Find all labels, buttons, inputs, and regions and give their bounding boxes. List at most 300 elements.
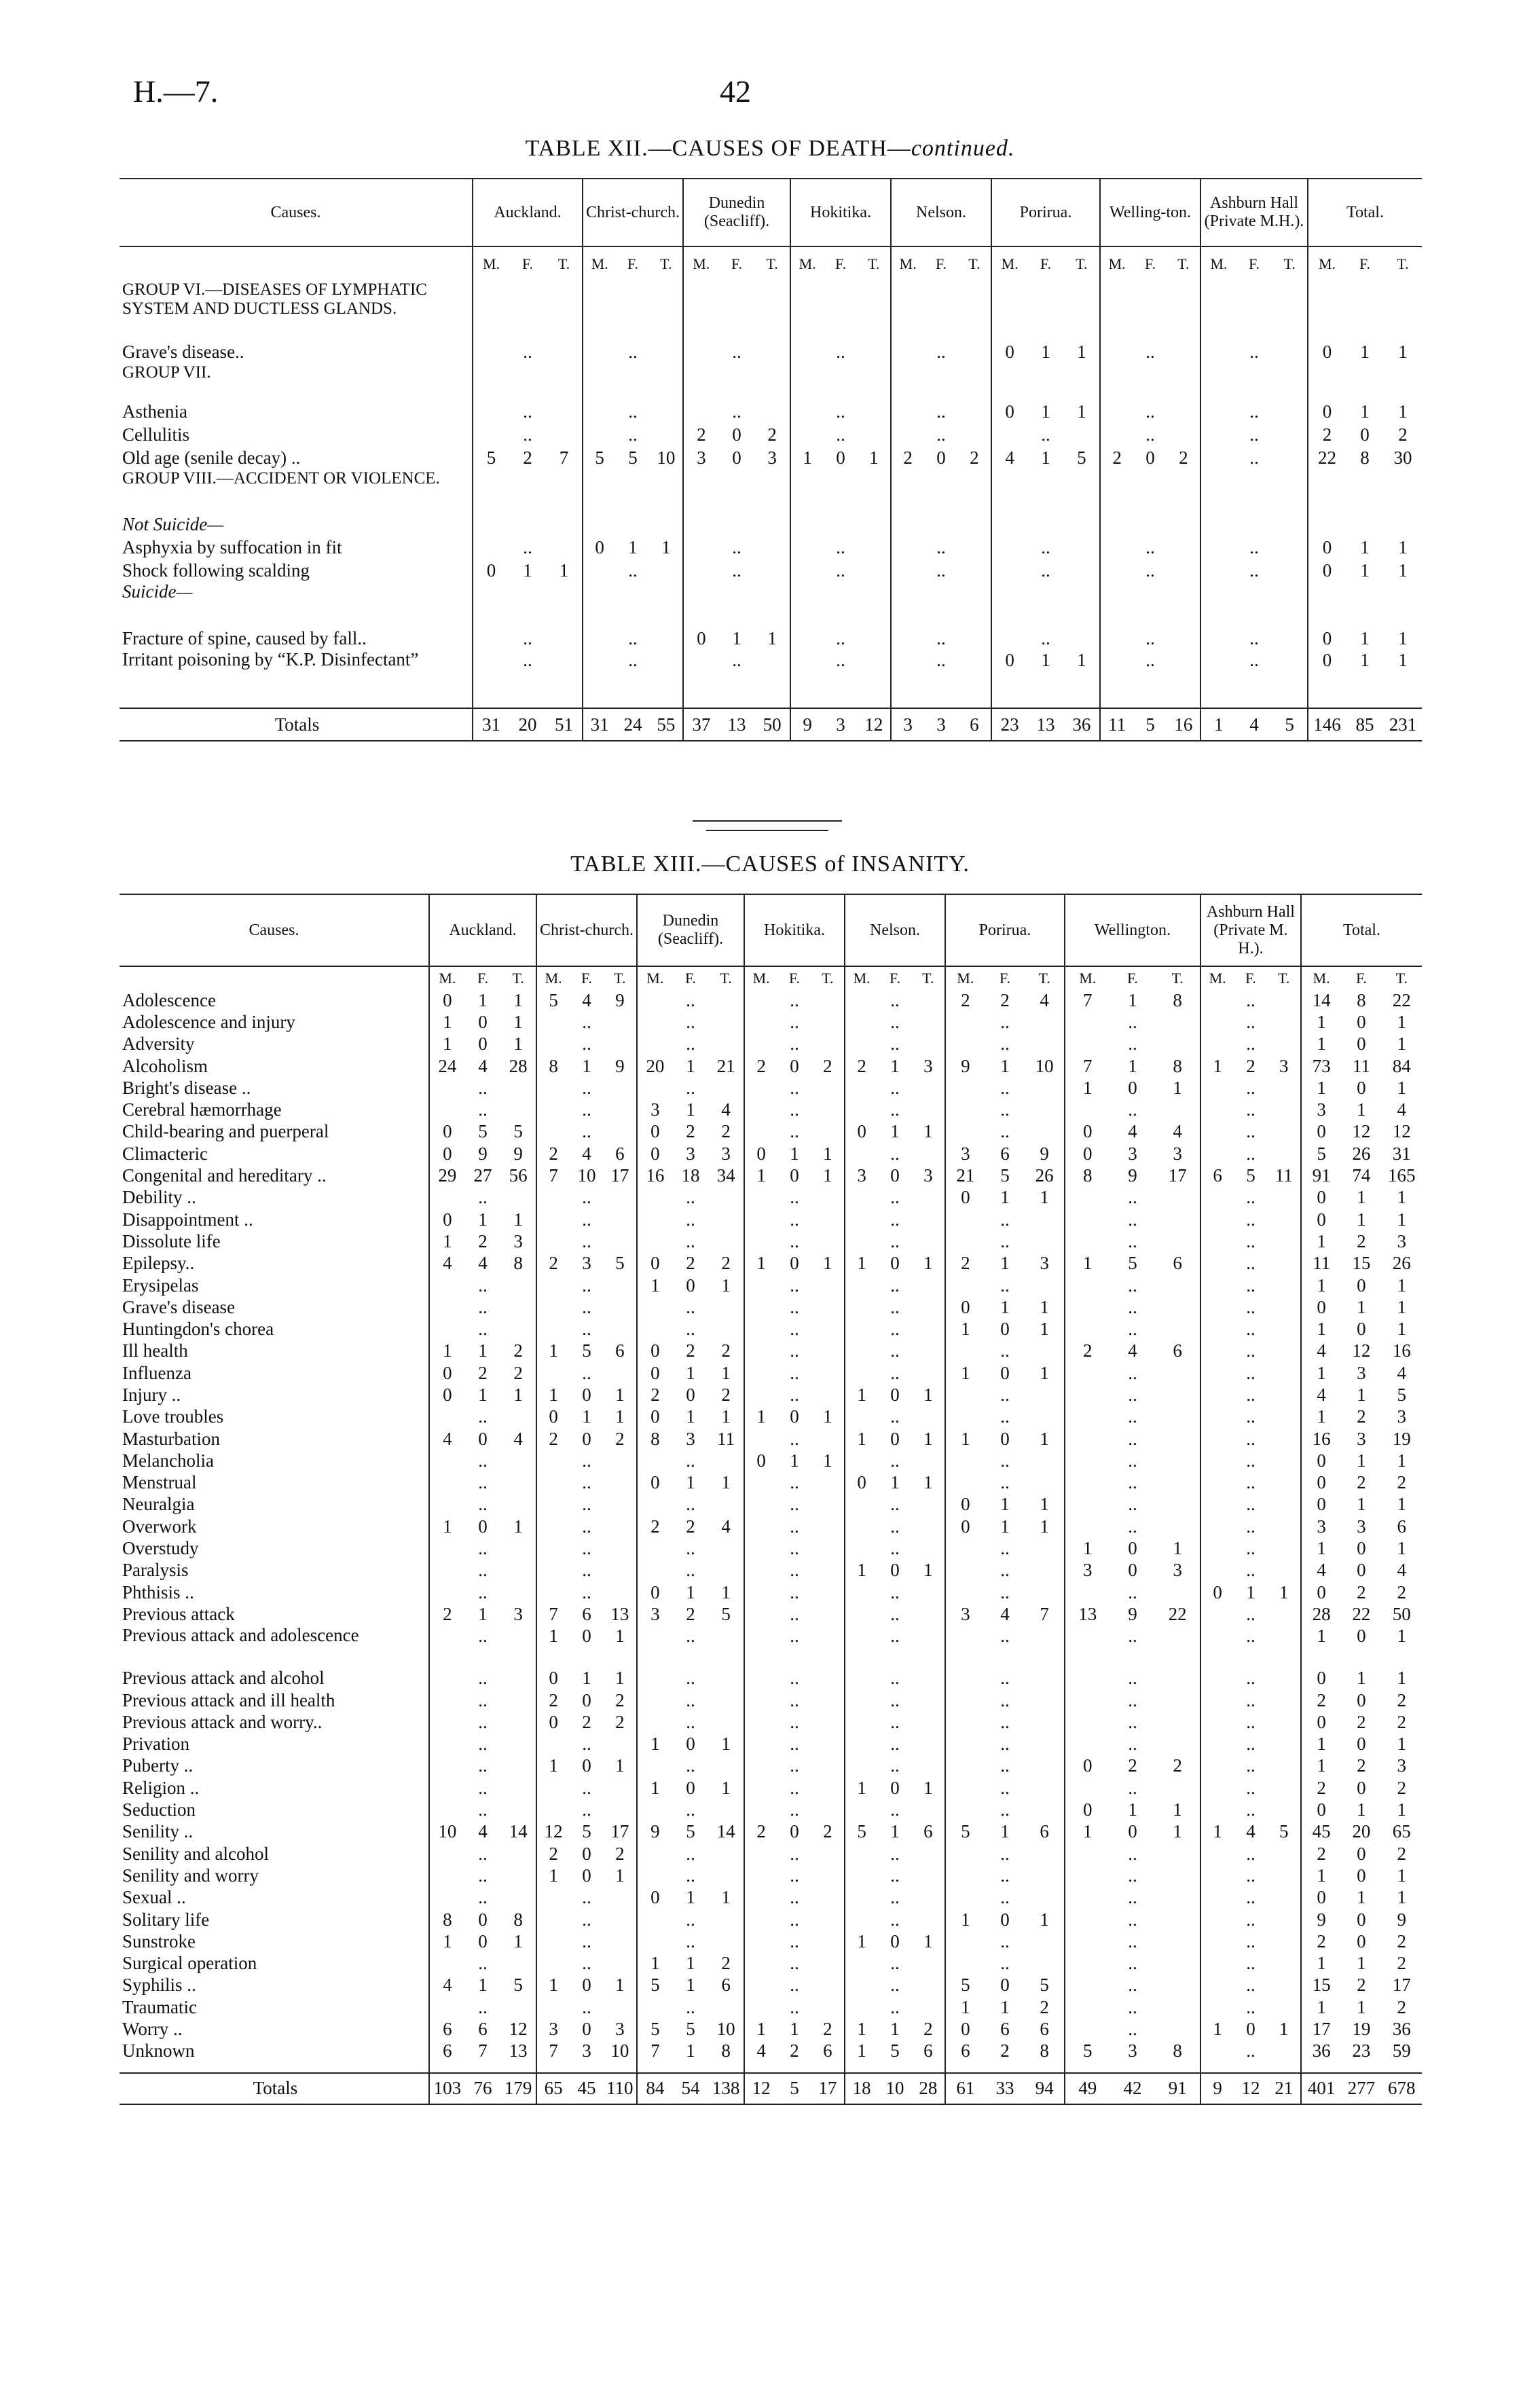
blank-cell bbox=[754, 513, 790, 536]
value-cell: 0 bbox=[582, 1384, 591, 1405]
value-cell: 1 bbox=[1173, 1077, 1182, 1098]
value-cell: 1 bbox=[1397, 1011, 1407, 1032]
mft-label: T. bbox=[614, 969, 626, 987]
value-cell: 7 bbox=[637, 2040, 673, 2062]
blank-cell bbox=[1027, 363, 1063, 400]
value-cell: 2 bbox=[536, 1428, 570, 1450]
blank-cell bbox=[1200, 582, 1236, 627]
value-cell: 1 bbox=[790, 1143, 799, 1164]
mft-label: T. bbox=[1283, 255, 1296, 272]
column-header-institution: Hokitika. bbox=[744, 894, 845, 966]
value-cell: .. bbox=[1200, 1909, 1301, 1930]
value-cell: .. bbox=[1200, 1230, 1301, 1252]
value-cell: 2 bbox=[721, 1340, 731, 1361]
table-row bbox=[120, 1843, 1422, 1865]
blank-cell bbox=[650, 696, 683, 708]
value-cell: 2 bbox=[1065, 1340, 1110, 1362]
table-row bbox=[120, 582, 1422, 627]
table-row bbox=[120, 989, 1422, 1011]
table-row bbox=[120, 1909, 1422, 1930]
value-cell: 1 bbox=[1398, 627, 1408, 648]
value-cell: .. bbox=[945, 1384, 1065, 1406]
value-cell: .. bbox=[429, 1711, 536, 1733]
total-value: 31 bbox=[473, 708, 509, 741]
value-cell: 9 bbox=[1128, 1603, 1137, 1624]
value-cell: 3 bbox=[1173, 1560, 1182, 1581]
total-value: 5 bbox=[777, 2073, 811, 2104]
value-cell: .. bbox=[744, 1230, 845, 1252]
value-cell: .. bbox=[637, 1296, 744, 1318]
value-cell: 4 bbox=[1397, 1560, 1407, 1581]
value-cell: .. bbox=[744, 1362, 845, 1384]
total-value: 91 bbox=[1155, 2073, 1200, 2104]
value-cell: .. bbox=[637, 1537, 744, 1559]
value-cell: 2 bbox=[1246, 1055, 1255, 1076]
total-value: 4 bbox=[1236, 708, 1272, 741]
value-cell: 13 bbox=[1065, 1603, 1110, 1625]
total-value: 5 bbox=[1272, 708, 1308, 741]
value-cell: 0 bbox=[1360, 424, 1370, 445]
blank-cell bbox=[1167, 513, 1200, 536]
value-cell: .. bbox=[1065, 1975, 1200, 1996]
value-cell: 1 bbox=[582, 1055, 591, 1076]
cause-label: Influenza bbox=[122, 1362, 191, 1383]
value-cell: .. bbox=[637, 1626, 744, 1668]
total-value: 138 bbox=[708, 2073, 744, 2104]
blank-cell bbox=[790, 363, 824, 400]
blank-cell bbox=[891, 513, 924, 536]
value-cell: 2 bbox=[478, 1362, 488, 1383]
value-cell: .. bbox=[1065, 1318, 1200, 1340]
value-cell: 0 bbox=[582, 1625, 591, 1646]
mft-label: T. bbox=[1171, 969, 1184, 987]
value-cell: .. bbox=[1200, 1099, 1301, 1120]
value-cell: 1 bbox=[823, 1450, 832, 1471]
table-row bbox=[120, 1121, 1422, 1143]
value-cell: 9 bbox=[1397, 1909, 1407, 1930]
value-cell: .. bbox=[637, 1230, 744, 1252]
blank-cell bbox=[858, 363, 891, 400]
value-cell: 1 bbox=[1397, 1275, 1407, 1296]
value-cell: 1 bbox=[1397, 1887, 1407, 1908]
value-cell: .. bbox=[536, 1011, 637, 1033]
value-cell: .. bbox=[945, 1121, 1065, 1143]
blank-cell bbox=[924, 582, 957, 627]
value-cell: 0 bbox=[890, 1253, 900, 1274]
value-cell: 0 bbox=[1301, 1121, 1341, 1143]
table-row bbox=[120, 1253, 1422, 1275]
value-cell: 1 bbox=[845, 2040, 878, 2062]
cause-label: Dissolute life bbox=[122, 1230, 221, 1251]
table-row bbox=[120, 1055, 1422, 1077]
value-cell: 0 bbox=[890, 1560, 900, 1581]
value-cell: 1 bbox=[536, 1975, 570, 1996]
value-cell: .. bbox=[845, 1033, 945, 1055]
value-cell: 0 bbox=[1000, 1975, 1010, 1996]
value-cell: 14 bbox=[509, 1821, 528, 1842]
value-cell: 91 bbox=[1301, 1165, 1341, 1186]
blank-cell bbox=[1268, 2062, 1301, 2073]
blank-cell bbox=[744, 2062, 777, 2073]
value-cell: .. bbox=[637, 1011, 744, 1033]
value-cell: 0 bbox=[1357, 1275, 1366, 1296]
value-cell: .. bbox=[637, 1909, 744, 1930]
value-cell: .. bbox=[536, 1230, 637, 1252]
total-value: 231 bbox=[1384, 708, 1422, 741]
value-cell: 16 bbox=[637, 1165, 673, 1186]
value-cell: 6 bbox=[429, 2040, 465, 2062]
blank-cell bbox=[1236, 280, 1272, 340]
value-cell: 4 bbox=[1397, 1099, 1407, 1120]
value-cell: .. bbox=[683, 559, 790, 582]
blank-cell bbox=[1027, 513, 1063, 536]
cause-label: Ill health bbox=[122, 1340, 188, 1361]
value-cell: 13 bbox=[509, 2040, 528, 2062]
value-cell: 1 bbox=[615, 1625, 625, 1646]
value-cell: .. bbox=[1065, 1668, 1200, 1689]
blank-cell bbox=[1200, 2062, 1234, 2073]
blank-cell bbox=[1167, 363, 1200, 400]
value-cell: 0 bbox=[845, 1472, 878, 1494]
value-cell: 0 bbox=[686, 1777, 695, 1798]
value-cell: 1 bbox=[1077, 650, 1086, 670]
value-cell: 1 bbox=[513, 1209, 523, 1230]
value-cell: .. bbox=[1065, 1516, 1200, 1537]
value-cell: .. bbox=[536, 1362, 637, 1384]
value-cell: 2 bbox=[1179, 447, 1188, 468]
value-cell: 6 bbox=[1173, 1253, 1182, 1274]
blank-cell bbox=[616, 513, 649, 536]
value-cell: .. bbox=[429, 1560, 536, 1581]
table-row bbox=[120, 513, 1422, 536]
value-cell: 0 bbox=[1357, 1930, 1366, 1952]
total-value: 110 bbox=[604, 2073, 637, 2104]
value-cell: 2 bbox=[1357, 1581, 1366, 1602]
value-cell: 1 bbox=[686, 1581, 695, 1602]
value-cell: 9 bbox=[615, 1055, 625, 1076]
value-cell: 0 bbox=[536, 1406, 570, 1428]
mft-label: T. bbox=[968, 255, 980, 272]
blank-cell bbox=[1064, 582, 1100, 627]
cause-label: Masturbation bbox=[122, 1428, 220, 1449]
value-cell: 1 bbox=[661, 536, 671, 557]
cause-label: Adolescence bbox=[122, 989, 216, 1010]
value-cell: 1 bbox=[1173, 1799, 1182, 1820]
value-cell: .. bbox=[637, 1865, 744, 1886]
value-cell: 4 bbox=[478, 1055, 488, 1076]
value-cell: 2 bbox=[1000, 2040, 1010, 2062]
value-cell: 1 bbox=[1041, 650, 1050, 670]
blank-cell bbox=[719, 363, 755, 400]
value-cell: .. bbox=[845, 1603, 945, 1625]
blank-cell bbox=[1064, 280, 1100, 340]
value-cell: 1 bbox=[1040, 1187, 1049, 1208]
value-cell: 2 bbox=[637, 1384, 673, 1406]
cause-label: Not Suicide— bbox=[122, 513, 224, 534]
value-cell: 6 bbox=[1173, 1340, 1182, 1361]
value-cell: .. bbox=[1200, 1121, 1301, 1143]
table-row bbox=[120, 2040, 1422, 2062]
value-cell: .. bbox=[429, 1537, 536, 1559]
value-cell: 1 bbox=[582, 1406, 591, 1427]
value-cell: 2 bbox=[823, 1055, 832, 1076]
value-cell: 15 bbox=[1301, 1975, 1341, 1996]
blank-cell bbox=[1346, 280, 1384, 340]
blank-cell bbox=[790, 582, 824, 627]
table-row bbox=[120, 1755, 1422, 1777]
value-cell: .. bbox=[744, 1494, 845, 1516]
value-cell: 0 bbox=[945, 1187, 985, 1209]
value-cell: 3 bbox=[1397, 1230, 1407, 1251]
value-cell: 1 bbox=[536, 1384, 570, 1406]
blank-cell bbox=[1027, 469, 1063, 513]
value-cell: 4 bbox=[721, 1516, 731, 1537]
value-cell: 2 bbox=[1000, 989, 1010, 1010]
total-value: 84 bbox=[637, 2073, 673, 2104]
column-header-institution: Total. bbox=[1308, 179, 1422, 246]
value-cell: 65 bbox=[1392, 1821, 1411, 1842]
blank-cell bbox=[473, 696, 509, 708]
value-cell: 1 bbox=[478, 1603, 488, 1624]
separator-rule bbox=[693, 820, 842, 822]
value-cell: .. bbox=[744, 1930, 845, 1952]
blank-cell bbox=[790, 513, 824, 536]
table-row bbox=[120, 363, 1422, 400]
value-cell: .. bbox=[536, 1734, 637, 1755]
blank-cell bbox=[1027, 280, 1063, 340]
value-cell: 0 bbox=[1308, 650, 1346, 696]
value-cell: .. bbox=[1200, 1253, 1301, 1275]
value-cell: 2 bbox=[536, 1253, 570, 1275]
value-cell: 0 bbox=[1128, 1077, 1137, 1098]
mft-label: T. bbox=[1395, 969, 1408, 987]
mft-label: T. bbox=[1076, 255, 1088, 272]
value-cell: 3 bbox=[923, 1055, 933, 1076]
total-value: 49 bbox=[1065, 2073, 1110, 2104]
cause-label: Previous attack and alcohol bbox=[122, 1668, 325, 1689]
cause-label: Seduction bbox=[122, 1799, 196, 1820]
cause-label: Child-bearing and puerperal bbox=[122, 1121, 329, 1142]
value-cell: 2 bbox=[923, 2019, 933, 2039]
total-value: 277 bbox=[1341, 2073, 1381, 2104]
value-cell: 2 bbox=[1308, 423, 1346, 446]
value-cell: .. bbox=[473, 650, 583, 696]
value-cell: 5 bbox=[945, 1821, 985, 1843]
value-cell: .. bbox=[637, 1689, 744, 1711]
column-header-causes: Causes. bbox=[120, 894, 429, 966]
value-cell: 24 bbox=[429, 1055, 465, 1077]
value-cell: .. bbox=[429, 1755, 536, 1777]
value-cell: 26 bbox=[1035, 1165, 1054, 1186]
blank-cell bbox=[637, 2062, 673, 2073]
value-cell: .. bbox=[945, 1560, 1065, 1581]
column-header-institution: Wellington. bbox=[1065, 894, 1200, 966]
blank-cell bbox=[1200, 696, 1236, 708]
column-header-institution: Porirua. bbox=[991, 179, 1100, 246]
blank-cell bbox=[958, 513, 991, 536]
value-cell: 1 bbox=[1397, 1668, 1407, 1689]
value-cell: 1 bbox=[845, 1253, 878, 1275]
total-value: 65 bbox=[536, 2073, 570, 2104]
value-cell: 5 bbox=[582, 1340, 591, 1361]
value-cell: 5 bbox=[1065, 2040, 1110, 2062]
value-cell: 22 bbox=[1308, 446, 1346, 469]
value-cell: 2 bbox=[1397, 1996, 1407, 2017]
value-cell: 1 bbox=[1397, 1209, 1407, 1230]
value-cell: .. bbox=[845, 1099, 945, 1120]
total-value: 12 bbox=[1234, 2073, 1267, 2104]
value-cell: 0 bbox=[1357, 1011, 1366, 1032]
value-cell: 27 bbox=[473, 1165, 492, 1186]
value-cell: 2 bbox=[721, 1953, 731, 1974]
value-cell: 26 bbox=[1352, 1143, 1371, 1164]
value-cell: 15 bbox=[1352, 1253, 1371, 1274]
blank-cell bbox=[1384, 280, 1422, 340]
value-cell: .. bbox=[637, 1494, 744, 1516]
value-cell: 1 bbox=[744, 1253, 777, 1275]
value-cell: .. bbox=[536, 1887, 637, 1909]
value-cell: .. bbox=[744, 1121, 845, 1143]
table-row bbox=[120, 1689, 1422, 1711]
blank-cell bbox=[1236, 582, 1272, 627]
value-cell: 10 bbox=[657, 447, 676, 468]
value-cell: .. bbox=[1065, 1996, 1200, 2018]
value-cell: 9 bbox=[513, 1143, 523, 1164]
value-cell: 0 bbox=[1000, 1319, 1010, 1340]
causes-of-death-table bbox=[120, 178, 1422, 741]
cause-label: Bright's disease .. bbox=[122, 1077, 251, 1098]
value-cell: .. bbox=[1200, 627, 1308, 650]
value-cell: 2 bbox=[429, 1603, 465, 1625]
blank-cell bbox=[429, 2062, 465, 2073]
cause-label: Religion .. bbox=[122, 1777, 200, 1798]
value-cell: .. bbox=[744, 1275, 845, 1296]
value-cell: 2 bbox=[686, 1121, 695, 1142]
value-cell: 14 bbox=[1301, 989, 1341, 1011]
value-cell: 1 bbox=[1279, 2019, 1289, 2039]
blank-cell bbox=[683, 280, 719, 340]
value-cell: .. bbox=[1065, 1494, 1200, 1516]
value-cell: .. bbox=[1200, 1296, 1301, 1318]
blank-cell bbox=[945, 2062, 985, 2073]
value-cell: 1 bbox=[1246, 1581, 1255, 1602]
column-header-institution: Dunedin (Seacliff). bbox=[683, 179, 790, 246]
value-cell: .. bbox=[1200, 1187, 1301, 1209]
value-cell: 0 bbox=[1301, 1209, 1341, 1230]
value-cell: 11 bbox=[1301, 1253, 1341, 1275]
value-cell: .. bbox=[744, 1318, 845, 1340]
value-cell: 2 bbox=[945, 989, 985, 1011]
blank-cell bbox=[465, 2062, 501, 2073]
value-cell: 1 bbox=[513, 1930, 523, 1952]
value-cell: 1 bbox=[1040, 1909, 1049, 1930]
value-cell: 0 bbox=[1357, 1625, 1366, 1646]
value-cell: 4 bbox=[478, 1253, 488, 1274]
value-cell: 1 bbox=[686, 1099, 695, 1120]
blank-cell bbox=[1308, 280, 1346, 340]
column-header-institution: Ashburn Hall (Private M. H.). bbox=[1200, 894, 1301, 966]
value-cell: 2 bbox=[536, 1843, 570, 1865]
mft-label: T. bbox=[922, 969, 934, 987]
blank-cell bbox=[924, 513, 957, 536]
value-cell: 1 bbox=[1040, 1296, 1049, 1317]
value-cell: 1 bbox=[790, 2019, 799, 2039]
value-cell: .. bbox=[429, 1689, 536, 1711]
value-cell: 4 bbox=[1246, 1821, 1255, 1842]
blank-cell bbox=[958, 280, 991, 340]
blank-cell bbox=[777, 2062, 811, 2073]
value-cell: .. bbox=[790, 340, 891, 363]
value-cell: .. bbox=[1065, 1187, 1200, 1209]
value-cell: 2 bbox=[767, 424, 777, 445]
mft-label: M. bbox=[429, 966, 465, 989]
value-cell: 1 bbox=[732, 627, 741, 648]
value-cell: .. bbox=[945, 1626, 1065, 1668]
value-cell: 1 bbox=[615, 1668, 625, 1689]
value-cell: .. bbox=[744, 1384, 845, 1406]
total-value: 179 bbox=[500, 2073, 536, 2104]
total-value: 94 bbox=[1025, 2073, 1065, 2104]
blank-cell bbox=[858, 513, 891, 536]
value-cell: 0 bbox=[478, 1033, 488, 1055]
value-cell: 1 bbox=[1301, 1406, 1341, 1428]
value-cell: .. bbox=[744, 1865, 845, 1886]
table-row bbox=[120, 1581, 1422, 1603]
value-cell: 0 bbox=[683, 627, 719, 650]
value-cell: 1 bbox=[1301, 1275, 1341, 1296]
value-cell: .. bbox=[845, 1077, 945, 1099]
blank-cell bbox=[1110, 2062, 1156, 2073]
value-cell: 1 bbox=[686, 1406, 695, 1427]
total-value: 20 bbox=[509, 708, 546, 741]
value-cell: 2 bbox=[823, 1821, 832, 1842]
value-cell: 12 bbox=[1392, 1121, 1411, 1142]
value-cell: .. bbox=[1200, 1930, 1301, 1952]
value-cell: .. bbox=[845, 1843, 945, 1865]
value-cell: .. bbox=[637, 989, 744, 1011]
column-header-institution: Nelson. bbox=[891, 179, 991, 246]
value-cell: 3 bbox=[513, 1230, 523, 1251]
value-cell: 0 bbox=[637, 1406, 673, 1428]
value-cell: 8 bbox=[1065, 1165, 1110, 1186]
blank-cell bbox=[912, 2062, 945, 2073]
value-cell: .. bbox=[744, 1472, 845, 1494]
value-cell: 59 bbox=[1392, 2040, 1411, 2062]
cause-label: Surgical operation bbox=[122, 1953, 257, 1974]
value-cell: 2 bbox=[615, 1711, 625, 1732]
value-cell: 0 bbox=[936, 447, 946, 468]
total-value: 6 bbox=[958, 708, 991, 741]
value-cell: 0 bbox=[1301, 1711, 1341, 1733]
value-cell: .. bbox=[945, 1406, 1065, 1428]
value-cell: .. bbox=[1100, 423, 1200, 446]
value-cell: .. bbox=[1200, 1668, 1301, 1689]
blank-cell bbox=[1272, 280, 1308, 340]
value-cell: .. bbox=[429, 1581, 536, 1603]
value-cell: 1 bbox=[1301, 1755, 1341, 1777]
blank-cell bbox=[719, 469, 755, 513]
value-cell: 0 bbox=[1308, 627, 1346, 650]
blank-cell bbox=[546, 363, 583, 400]
value-cell: .. bbox=[429, 1887, 536, 1909]
blank-cell bbox=[991, 280, 1027, 340]
value-cell: .. bbox=[536, 1187, 637, 1209]
value-cell: .. bbox=[891, 559, 991, 582]
column-header-institution: Dunedin (Seacliff). bbox=[637, 894, 744, 966]
table-row bbox=[120, 423, 1422, 446]
value-cell: 0 bbox=[582, 1843, 591, 1864]
blank-cell bbox=[1167, 469, 1200, 513]
